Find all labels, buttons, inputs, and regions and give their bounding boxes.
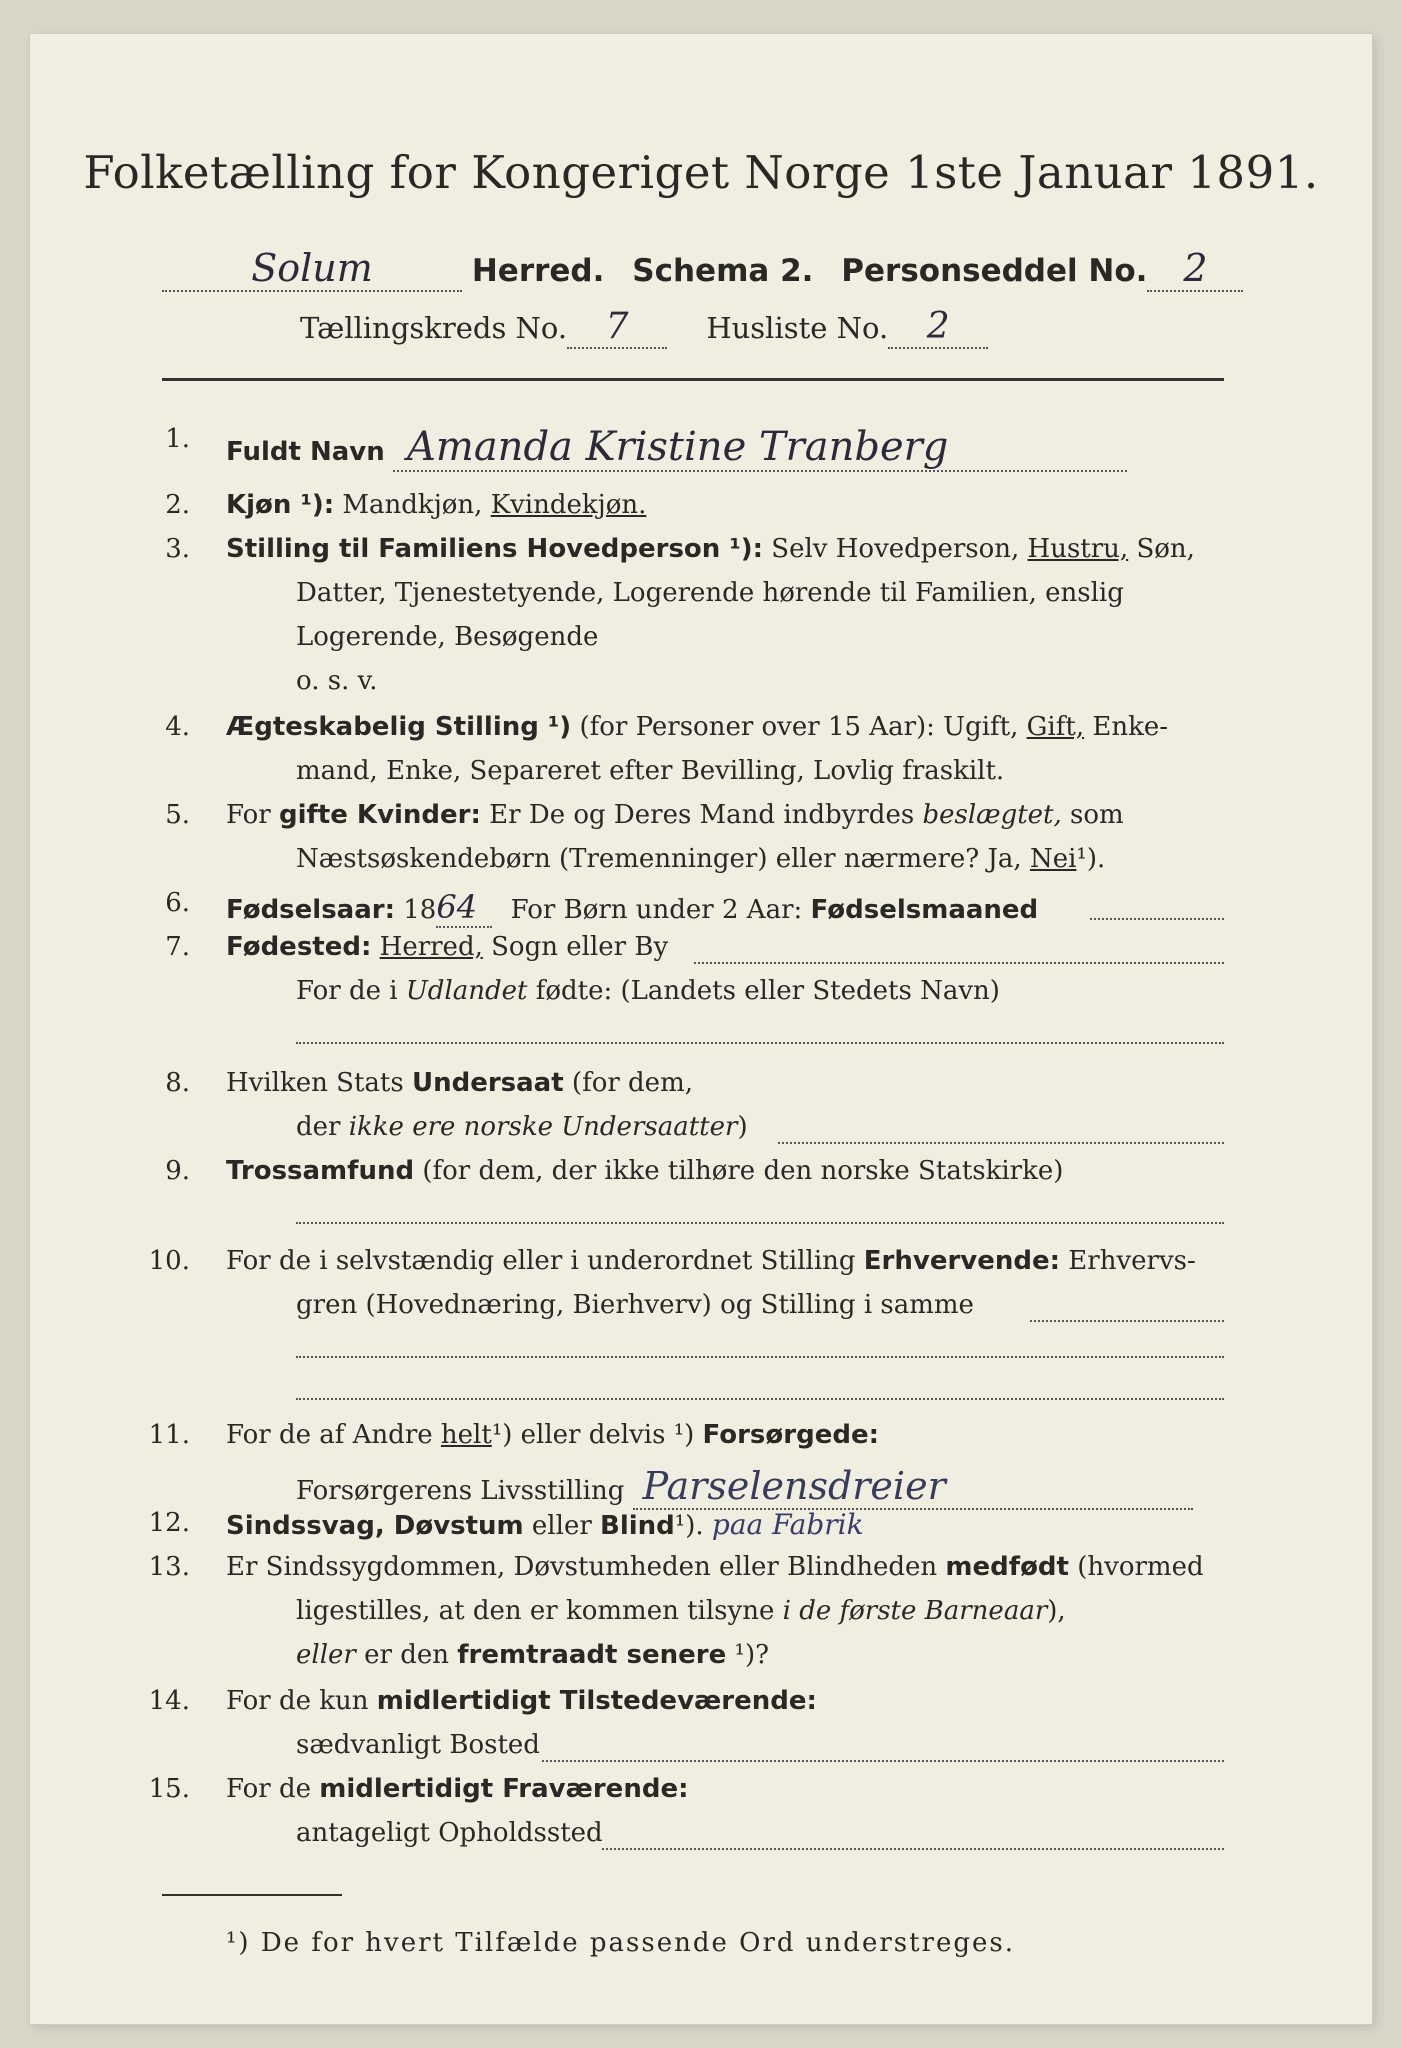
q6-text: For Børn under 2 Aar: — [510, 895, 803, 925]
q13-line2-a: ligestilles, at den er kommen tilsyne — [296, 1596, 775, 1626]
q14-text: For de kun — [226, 1686, 369, 1716]
q10-line-2: gren (Hovednæring, Bierhverv) og Stilling i samme — [296, 1290, 974, 1320]
q5-line2-b: ¹). — [1076, 844, 1106, 874]
q6-leader — [1090, 918, 1224, 920]
q3-line-1 — [226, 534, 1224, 564]
q5-line-2 — [296, 844, 1105, 874]
q13-line-3 — [296, 1640, 769, 1670]
q9-label: Trossamfund — [226, 1156, 415, 1186]
q10-label: Erhvervende: — [863, 1246, 1061, 1276]
q12-text: eller — [531, 1511, 592, 1541]
q5-number: 5. — [165, 800, 190, 830]
q7-italic: Udlandet — [405, 976, 528, 1006]
q13-line-2 — [296, 1596, 1066, 1626]
q9-number: 9. — [165, 1156, 190, 1186]
q8-leader — [778, 1142, 1224, 1144]
husliste-label: Husliste No. — [706, 311, 889, 345]
q7-label: Fødested: — [226, 932, 372, 962]
q2-option-male: Mandkjøn, — [342, 490, 483, 520]
q13-text-b: (hvormed — [1077, 1552, 1204, 1582]
q11-line2-label: Forsørgerens Livsstilling — [296, 1476, 625, 1506]
q11-line-2 — [296, 1464, 1193, 1510]
q10-number: 10. — [148, 1246, 190, 1276]
q13-label: medfødt — [945, 1552, 1069, 1582]
q13-line3-label: fremtraadt senere — [457, 1640, 727, 1670]
q14-line-2: sædvanligt Bosted — [296, 1730, 540, 1760]
personseddel-value: 2 — [1147, 246, 1243, 292]
q11-number: 11. — [148, 1420, 190, 1450]
q3-line-4: o. s. v. — [296, 666, 378, 696]
q3-label: Stilling til Familiens Hovedperson ¹): — [226, 534, 764, 564]
q1-label: Fuldt Navn — [226, 437, 385, 467]
husliste-value: 2 — [888, 306, 988, 349]
q12-suffix: ¹). — [674, 1511, 704, 1541]
q13-line3-a: er den — [364, 1640, 449, 1670]
q7-text: Sogn eller By — [491, 932, 669, 962]
q5-text-a: Er De og Deres Mand indbyrdes — [489, 800, 915, 830]
personseddel-label: Personseddel No. — [841, 253, 1148, 289]
q8-line2-a: der — [296, 1112, 341, 1142]
q9-line — [226, 1156, 1063, 1186]
q7-leader — [694, 962, 1224, 964]
q8-line2-b: ) — [737, 1112, 748, 1142]
q1-line — [226, 424, 1127, 472]
q11-option-helt-marked: helt — [440, 1420, 492, 1450]
q4-line-2: mand, Enke, Separeret efter Bevilling, Lovlig fraskilt. — [296, 756, 1005, 786]
q7-line-2 — [296, 976, 1000, 1006]
q6-label: Fødselsaar: — [226, 895, 395, 925]
q8-italic: ikke ere norske Undersaatter — [348, 1112, 738, 1142]
q8-text-b: (for dem, — [571, 1068, 693, 1098]
q10-text-b: Erhvervs- — [1068, 1246, 1196, 1276]
q4-text-b: Enke- — [1092, 712, 1168, 742]
q4-text-a: (for Personer over 15 Aar): Ugift, — [579, 712, 1019, 742]
q11-text-b: ¹) eller delvis ¹) — [491, 1420, 695, 1450]
schema-label: Schema 2. — [632, 253, 814, 289]
q15-text: For de — [226, 1774, 311, 1804]
q15-number: 15. — [148, 1774, 190, 1804]
q14-line-1 — [226, 1686, 817, 1716]
q7-line2-b: fødte: (Landets eller Stedets Navn) — [535, 976, 1000, 1006]
q4-label: Ægteskabelig Stilling ¹) — [226, 712, 572, 742]
q6-number: 6. — [165, 888, 190, 918]
q3-line-2: Datter, Tjenestetyende, Logerende hørende til Familien, enslig — [296, 578, 1124, 608]
q2-number: 2. — [165, 490, 190, 520]
q14-number: 14. — [148, 1686, 190, 1716]
q7-line2-a: For de i — [296, 976, 398, 1006]
q5-italic: beslægtet, — [922, 800, 1062, 830]
q13-line3-b: ¹)? — [734, 1640, 770, 1670]
q10-line-1 — [226, 1246, 1196, 1276]
kreds-value: 7 — [567, 306, 667, 349]
herred-label: Herred. — [471, 253, 605, 289]
q5-line-1 — [226, 800, 1124, 830]
header-line-2 — [300, 306, 988, 349]
q3-text-a: Selv Hovedperson, — [771, 534, 1020, 564]
q10-text-a: For de i selvstændig eller i underordnet Stilling — [226, 1246, 856, 1276]
herred-value: Solum — [162, 246, 462, 292]
q8-text-a: Hvilken Stats — [226, 1068, 404, 1098]
header-line-1 — [162, 246, 1243, 292]
q12-value: paa Fabrik — [711, 1508, 864, 1541]
q6-year-prefix: 18 — [403, 895, 437, 925]
q12-label-2: Blind — [600, 1511, 675, 1541]
q13-line3-italic: eller — [296, 1640, 356, 1670]
q4-option-gift-marked: Gift, — [1026, 712, 1085, 742]
q5-text-b: som — [1070, 800, 1124, 830]
q15-leader — [602, 1848, 1224, 1850]
q1-name-value: Amanda Kristine Tranberg — [393, 424, 1127, 472]
q3-text-b: Søn, — [1136, 534, 1195, 564]
q2-option-female-marked: Kvindekjøn. — [490, 490, 647, 520]
census-form-sheet — [30, 34, 1372, 2024]
q10-blank-line-1 — [296, 1356, 1224, 1358]
q1-number: 1. — [165, 424, 190, 454]
q15-line-2: antageligt Opholdssted — [296, 1818, 603, 1848]
q12-line — [226, 1508, 864, 1541]
q11-label: Forsørgede: — [702, 1420, 879, 1450]
q11-line-1 — [226, 1420, 879, 1450]
q7-blank-line — [296, 1042, 1224, 1044]
q6-label-2: Fødselsmaaned — [810, 895, 1039, 925]
q5-label-b: gifte Kvinder: — [278, 800, 481, 830]
q10-leader — [1030, 1320, 1224, 1322]
q5-option-nei-marked: Nei — [1029, 844, 1077, 874]
q3-line-3: Logerende, Besøgende — [296, 622, 599, 652]
q7-line-1 — [226, 932, 668, 962]
q13-italic: i de første Barneaar — [782, 1596, 1048, 1626]
q12-number: 12. — [148, 1508, 190, 1538]
q13-line-1 — [226, 1552, 1204, 1582]
header-divider — [162, 378, 1224, 381]
q14-label: midlertidigt Tilstedeværende: — [376, 1686, 817, 1716]
q5-label-a: For — [226, 800, 271, 830]
q13-text-a: Er Sindssygdommen, Døvstumheden eller Blindheden — [226, 1552, 938, 1582]
q11-text-a: For de af Andre — [226, 1420, 433, 1450]
q14-leader — [542, 1760, 1224, 1762]
kreds-label: Tællingskreds No. — [300, 311, 568, 345]
q5-line2-a: Næstsøskendebørn (Tremenninger) eller nærmere? Ja, — [296, 844, 1022, 874]
q7-number: 7. — [165, 932, 190, 962]
q4-line-1 — [226, 712, 1168, 742]
q10-blank-line-2 — [296, 1398, 1224, 1400]
q9-text: (for dem, der ikke tilhøre den norske Statskirke) — [422, 1156, 1064, 1186]
q8-number: 8. — [165, 1068, 190, 1098]
q2-line — [226, 490, 646, 520]
q9-blank-line — [296, 1222, 1224, 1224]
q15-label: midlertidigt Fraværende: — [319, 1774, 689, 1804]
q8-line-2 — [296, 1112, 748, 1142]
q8-label: Undersaat — [411, 1068, 564, 1098]
footnote: ¹) De for hvert Tilfælde passende Ord understreges. — [226, 1928, 1016, 1958]
q11-provider-value: Parselensdreier — [633, 1464, 1193, 1510]
q2-label: Kjøn ¹): — [226, 490, 335, 520]
q13-line2-b: ), — [1047, 1596, 1066, 1626]
q3-option-hustru-marked: Hustru, — [1027, 534, 1129, 564]
q13-number: 13. — [148, 1552, 190, 1582]
footnote-rule — [162, 1894, 342, 1896]
q7-option-herred-marked: Herred, — [379, 932, 483, 962]
q8-line-1 — [226, 1068, 693, 1098]
form-title: Folketælling for Kongeriget Norge 1ste Januar 1891. — [83, 146, 1319, 199]
q3-number: 3. — [165, 534, 190, 564]
q6-year-value: 64 — [436, 888, 492, 928]
q6-line — [226, 888, 1038, 928]
q4-number: 4. — [165, 712, 190, 742]
q15-line-1 — [226, 1774, 688, 1804]
q12-label: Sindssvag, Døvstum — [226, 1511, 524, 1541]
